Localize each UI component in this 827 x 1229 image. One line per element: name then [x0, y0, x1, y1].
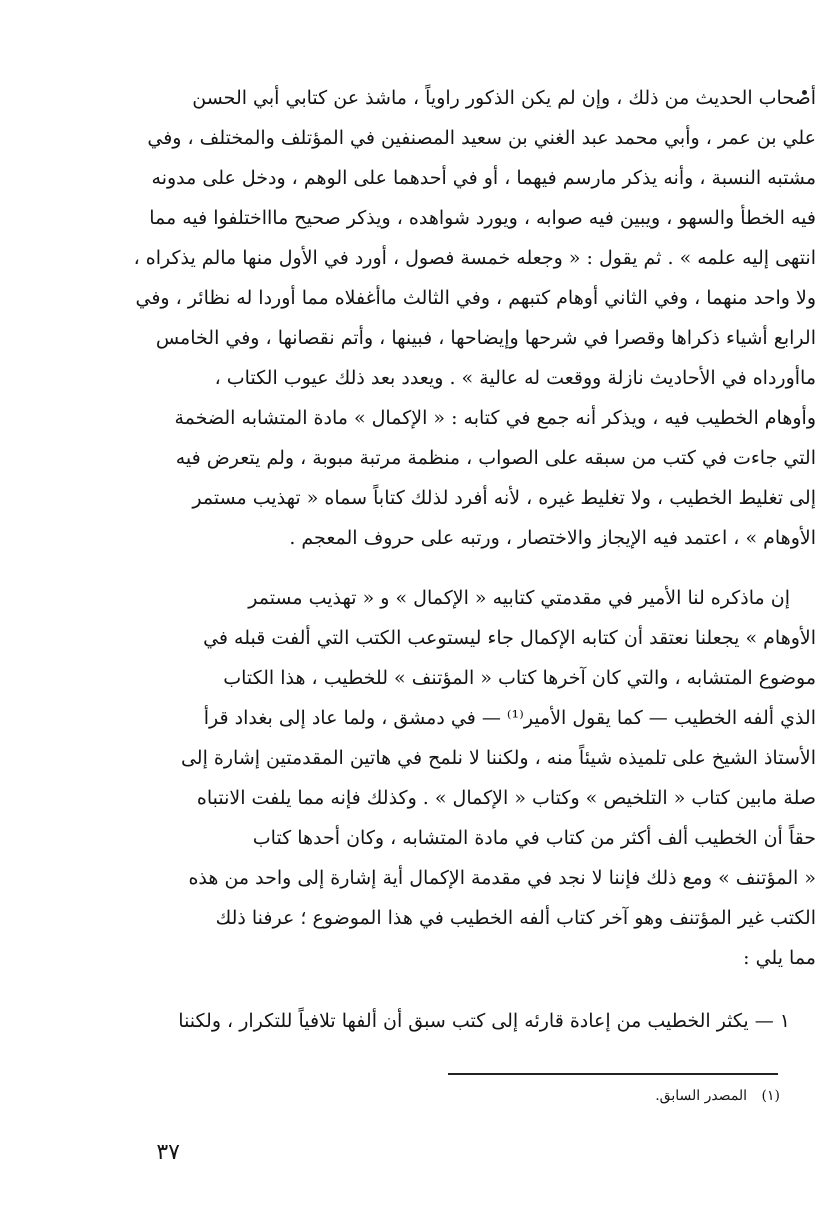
page-number: ٣٧: [156, 1140, 180, 1165]
text-line: الرابع أشياء ذكراها وقصرا في شرحها وإيضاحها ، فبينها ، وأتم نقصانها ، وفي الخامس: [155, 327, 816, 349]
text-line: فيه الخطأ والسهو ، ويبين فيه صوابه ، ويورد شواهده ، ويذكر صحيح ماااختلفوا فيه مما: [149, 207, 816, 229]
text-line: ولا واحد منهما ، وفي الثاني أوهام كتبهم ، وفي الثالث ماأغفلاه مما أوردا له نظائر ، وفي: [135, 287, 816, 309]
text-line: موضوع المتشابه ، والتي كان آخرها كتاب « المؤتنف » للخطيب ، هذا الكتاب: [223, 667, 816, 689]
footnote-text: المصدر السابق.: [655, 1088, 748, 1104]
text-line: إلى تغليط الخطيب ، ولا تغليط غيره ، لأنه أفرد لذلك كتاباً سماه « تهذيب مستمر: [192, 487, 816, 509]
text-line: ١ — يكثر الخطيب من إعادة قارئه إلى كتب سبق أن ألفها تلافياً للتكرار ، ولكننا: [178, 1010, 790, 1032]
paragraph-3: [102, 1001, 816, 1041]
text-line: وأوهام الخطيب فيه ، ويذكر أنه جمع في كتابه : « الإكمال » مادة المتشابه الضخمة: [174, 407, 816, 429]
text-line: أصحاب الحديث من ذلك ، وإن لم يكن الذكور راوياً ، ماشذ عن كتابي أبي الحسن: [192, 87, 816, 109]
text-line: « المؤتنف » ومع ذلك فإننا لا نجد في مقدمة الإكمال أية إشارة إلى واحد من هذه: [188, 867, 816, 889]
footnote-number: (١): [761, 1088, 780, 1104]
text-line: صلة مابين كتاب « التلخيص » وكتاب « الإكمال » . وكذلك فإنه مما يلفت الانتباه: [196, 787, 816, 809]
footnote-divider: [448, 1073, 778, 1075]
text-line: الأوهام » يجعلنا نعتقد أن كتابه الإكمال جاء ليستوعب الكتب التي ألفت قبله في: [203, 627, 816, 649]
paragraph-2: [102, 578, 816, 978]
text-line: الأوهام » ، اعتمد فيه الإيجاز والاختصار ، ورتبه على حروف المعجم .: [289, 527, 816, 549]
paragraph-1: [102, 78, 816, 558]
text-line: مشتبه النسبة ، وأنه يذكر مارسم فيهما ، أو في أحدهما على الوهم ، ودخل على مدونه: [151, 167, 816, 189]
text-line: الأستاذ الشيخ على تلميذه شيئاً منه ، ولكننا لا نلمح في هاتين المقدمتين إشارة إلى: [180, 747, 816, 769]
text-line: الذي ألفه الخطيب — كما يقول الأمير⁽¹⁾ — في دمشق ، ولما عاد إلى بغداد قرأ: [203, 707, 816, 729]
text-line: حقاً أن الخطيب ألف أكثر من كتاب في مادة المتشابه ، وكان أحدها كتاب: [252, 827, 816, 849]
text-line: الكتب غير المؤتنف وهو آخر كتاب ألفه الخطيب في هذا الموضوع ؛ عرفنا ذلك: [215, 907, 816, 929]
text-line: ماأورداه في الأحاديث نازلة ووقعت له عالية » . ويعدد بعد ذلك عيوب الكتاب ،: [214, 367, 816, 389]
text-line: علي بن عمر ، وأبي محمد عبد الغني بن سعيد المصنفين في المؤتلف والمختلف ، وفي: [147, 127, 816, 149]
text-line: التي جاءت في كتب من سبقه على الصواب ، منظمة مرتبة مبوبة ، ولم يتعرض فيه: [175, 447, 816, 469]
footnote: [440, 1085, 780, 1107]
text-line: مما يلي :: [743, 947, 816, 969]
text-line: إن ماذكره لنا الأمير في مقدمتي كتابيه « الإكمال » و « تهذيب مستمر: [248, 587, 790, 609]
text-line: انتهى إليه علمه » . ثم يقول : « وجعله خمسة فصول ، أورد في الأول منها مالم يذكراه ،: [133, 247, 816, 269]
